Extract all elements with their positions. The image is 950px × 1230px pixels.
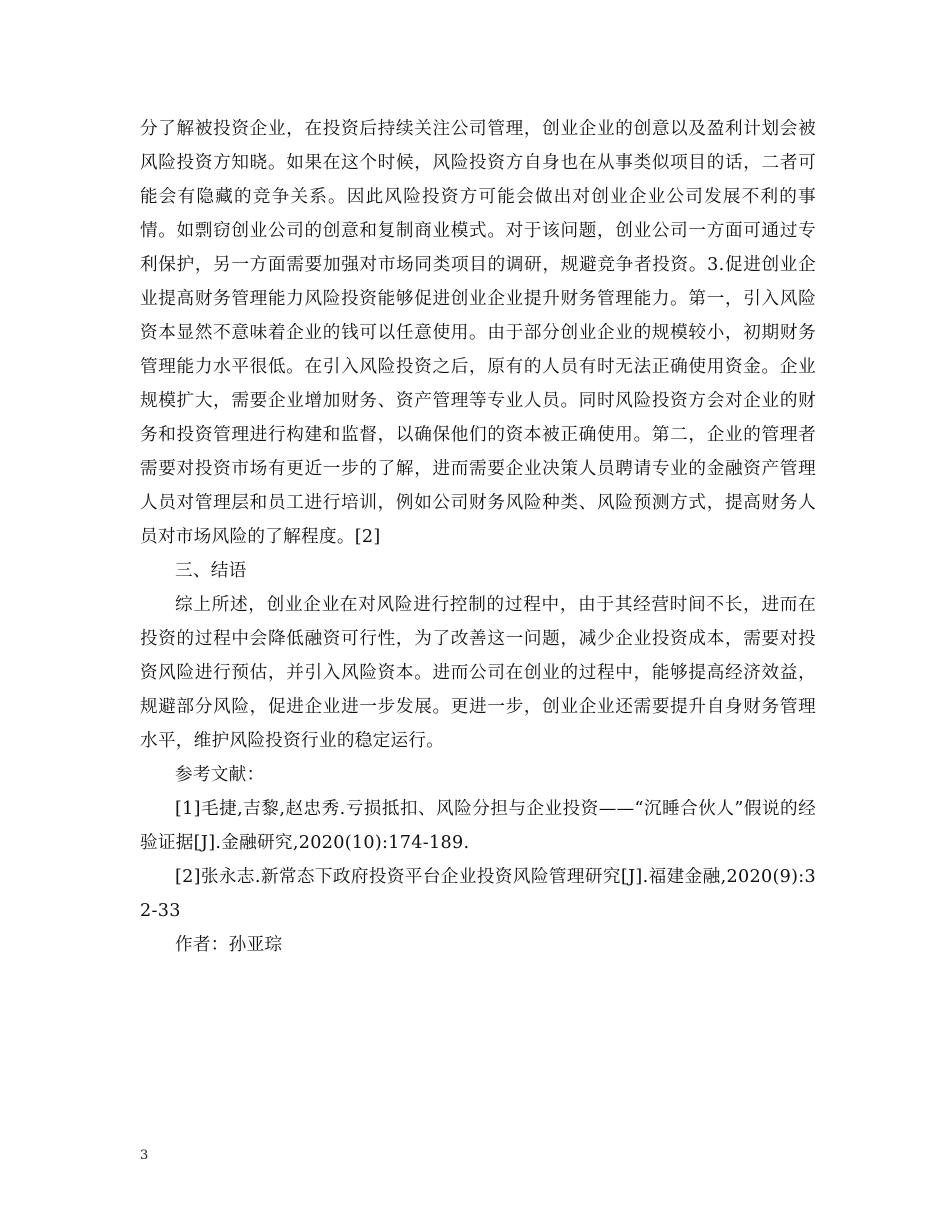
reference-item-2: [2]张永志.新常态下政府投资平台企业投资风险管理研究[J].福建金融,2020(9):32-33 xyxy=(140,867,816,921)
references-heading: 参考文献： xyxy=(175,765,265,785)
document-page xyxy=(140,112,816,962)
section-heading-conclusion: 三、结语 xyxy=(175,561,247,581)
reference-item-1: [1]毛捷,吉黎,赵忠秀.亏损抵扣、风险分担与企业投资——“沉睡合伙人”假说的经验证据[J].金融研究,2020(10):174-189. xyxy=(140,799,816,853)
body-paragraph-continuation: 分了解被投资企业，在投资后持续关注公司管理，创业企业的创意以及盈利计划会被风险投资方知晓。如果在这个时候，风险投资方自身也在从事类似项目的话，二者可能会有隐藏的竞争关系。因此风险投资方可能会做出对创业企业公司发展不利的事情。如剽窃创业公司的创意和复制商业模式。对于该问题，创业公司一方面可通过专利保护，另一方面需要加强对市场同类项目的调研，规避竞争者投资。3.促进创业企业提高财务管理能力风险投资能够促进创业企业提升财务管理能力。第一，引入风险资本显然不意味着企业的钱可以任意使用。由于部分创业企业的规模较小，初期财务管理能力水平很低。在引入风险投资之后，原有的人员有时无法正确使用资金。企业规模扩大，需要企业增加财务、资产管理等专业人员。同时风险投资方会对企业的财务和投资管理进行构建和监督，以确保他们的资本被正确使用。第二，企业的管理者需要对投资市场有更近一步的了解，进而需要企业决策人员聘请专业的金融资产管理人员对管理层和员工进行培训，例如公司财务风险种类、风险预测方式，提高财务人员对市场风险的了解程度。[2] xyxy=(140,119,816,547)
page-number: 3 xyxy=(140,1148,149,1163)
author-line: 作者：孙亚琮 xyxy=(175,935,283,955)
conclusion-paragraph: 综上所述，创业企业在对风险进行控制的过程中，由于其经营时间不长，进而在投资的过程中会降低融资可行性，为了改善这一问题，减少企业投资成本，需要对投资风险进行预估，并引入风险资本。进而公司在创业的过程中，能够提高经济效益，规避部分风险，促进企业进一步发展。更进一步，创业企业还需要提升自身财务管理水平，维护风险投资行业的稳定运行。 xyxy=(140,595,816,751)
